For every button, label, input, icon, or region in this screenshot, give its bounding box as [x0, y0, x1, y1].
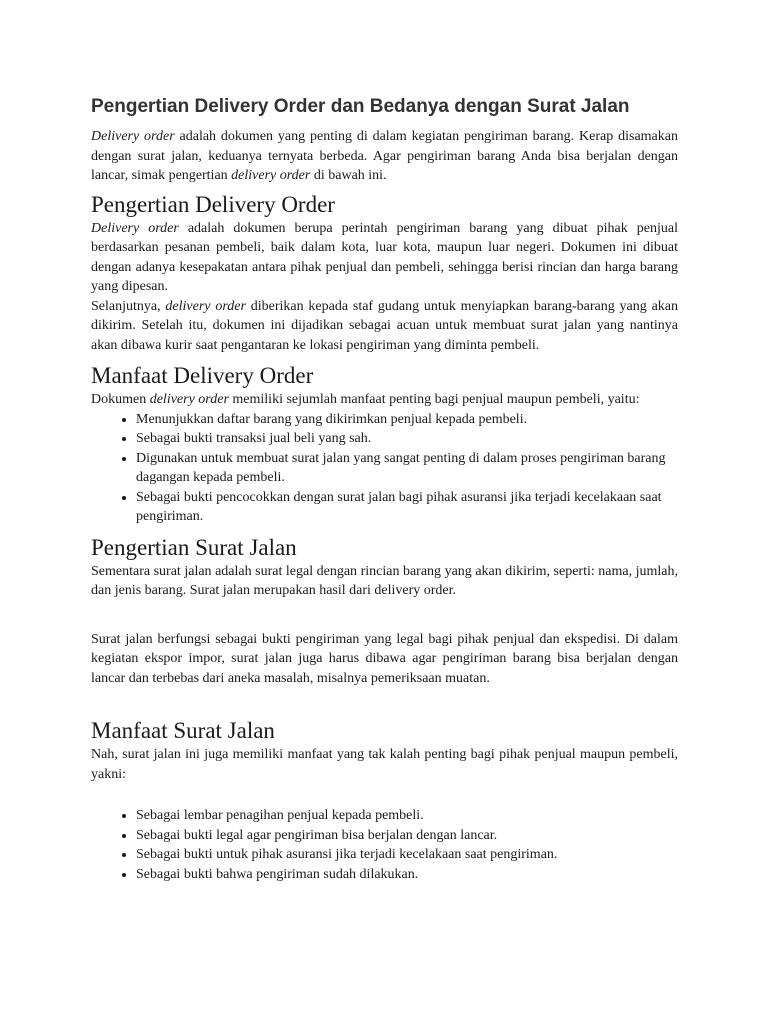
section2-paragraph — [91, 390, 678, 410]
intro-text-1: adalah dokumen yang penting di dalam kegiatan pengiriman barang. Kerap disamakan dengan surat jalan, keduanya ternyata berbeda. Agar pengiriman barang Anda bisa berjalan dengan lancar, simak pengertian — [91, 129, 678, 183]
section3-paragraph-1: Sementara surat jalan adalah surat legal dengan rincian barang yang akan dikirim, seperti: nama, jumlah, dan jenis barang. Surat jalan merupakan hasil dari delivery order. — [91, 563, 678, 598]
section1-text-1: adalah dokumen berupa perintah pengiriman barang yang dibuat pihak penjual berdasarkan pesanan pembeli, baik dalam kota, luar kota, maupun luar negeri. Dokumen ini dibuat dengan adanya kesepakatan antara pihak penjual dan pembeli, sehingga berisi rincian dan harga barang yang dipesan. — [91, 220, 678, 294]
manfaat-sj-list — [91, 806, 678, 884]
list-item: • Sebagai bukti bahwa pengiriman sudah dilakukan. — [136, 865, 678, 885]
intro-paragraph — [91, 127, 678, 186]
list-item: • Sebagai bukti transaksi jual beli yang sah. — [136, 429, 678, 449]
section-heading-pengertian-do: Pengertian Delivery Order — [91, 191, 335, 217]
intro-emphasis-1: Delivery order — [91, 129, 175, 144]
list-item: • Sebagai bukti untuk pihak asuransi jika terjadi kecelakaan saat pengiriman. — [136, 845, 678, 865]
intro-emphasis-2: delivery order — [231, 168, 311, 183]
list-item: • Sebagai bukti legal agar pengiriman bisa berjalan dengan lancar. — [136, 826, 678, 846]
section2-text-2: memiliki sejumlah manfaat penting bagi penjual maupun pembeli, yaitu: — [228, 392, 640, 407]
manfaat-do-list — [91, 410, 678, 527]
section1-emphasis-2: delivery order — [165, 298, 246, 314]
section-heading-pengertian-sj: Pengertian Surat Jalan — [91, 534, 297, 560]
document-body — [91, 93, 678, 884]
section2-emphasis: delivery order — [149, 392, 229, 407]
section2-text-1: Dokumen — [91, 392, 150, 407]
section1-text-2a: Selanjutnya, — [91, 298, 166, 314]
list-item: • Sebagai bukti pencocokkan dengan surat jalan bagi pihak asuransi jika terjadi kecelakaan saat pengiriman. — [136, 488, 678, 527]
page-title: Pengertian Delivery Order dan Bedanya dengan Surat Jalan — [91, 96, 630, 117]
list-item: • Digunakan untuk membuat surat jalan yang sangat penting di dalam proses pengiriman barang dagangan kepada pembeli. — [136, 449, 678, 488]
section1-paragraph-2 — [91, 297, 678, 356]
section-heading-manfaat-sj: Manfaat Surat Jalan — [91, 718, 275, 743]
section1-text-2b: diberikan kepada staf gudang untuk menyiapkan barang-barang yang akan dikirim. Setelah itu, dokumen ini dijadikan sebagai acuan untuk membuat surat jalan yang nantinya akan dibawa kurir saat pengantaran ke lokasi pengiriman yang diminta pembeli. — [91, 298, 678, 353]
section1-emphasis-1: Delivery order — [91, 220, 179, 236]
list-item: • Sebagai lembar penagihan penjual kepada pembeli. — [136, 806, 678, 826]
section4-paragraph: Nah, surat jalan ini juga memiliki manfaat yang tak kalah penting bagi pihak penjual maupun pembeli, yakni: — [91, 747, 678, 782]
section-heading-manfaat-do: Manfaat Delivery Order — [91, 363, 314, 388]
intro-text-2: di bawah ini. — [310, 168, 387, 183]
section1-paragraph-1 — [91, 219, 678, 297]
section3-paragraph-2: Surat jalan berfungsi sebagai bukti pengiriman yang legal bagi pihak penjual dan ekspedisi. Di dalam kegiatan ekspor impor, surat jalan juga harus dibawa agar pengiriman barang bisa berjalan dengan lancar dan terbebas dari aneka masalah, misalnya pemeriksaan muatan. — [91, 631, 678, 686]
list-item: • Menunjukkan daftar barang yang dikirimkan penjual kepada pembeli. — [136, 410, 678, 430]
